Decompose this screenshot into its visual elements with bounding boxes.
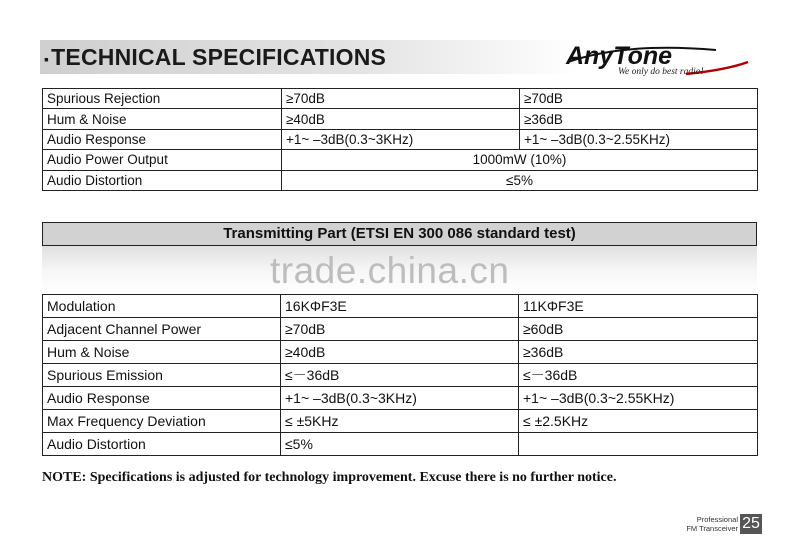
spec-label: Adjacent Channel Power (43, 318, 281, 341)
table-row (43, 170, 758, 190)
table-row (43, 341, 758, 364)
spec-value-wide: ≥70dB (282, 89, 520, 109)
spec-value-wide: 16KΦF3E (281, 295, 519, 318)
table-row (43, 295, 758, 318)
spec-label: Audio Distortion (43, 170, 282, 190)
spec-value-merged: 1000mW (10%) (282, 150, 758, 170)
logo-tagline: We only do best radio! (618, 67, 704, 77)
page-title (44, 44, 386, 71)
spec-value-wide: ≤5% (281, 433, 519, 456)
table-row (43, 109, 758, 129)
page-title-text: TECHNICAL SPECIFICATIONS (51, 44, 387, 70)
spec-label: Hum & Noise (43, 109, 282, 129)
footer-line-1: Professional (696, 515, 738, 524)
watermark: trade.china.cn (270, 250, 510, 291)
spec-label: Audio Response (43, 129, 282, 149)
spec-label: Spurious Rejection (43, 89, 282, 109)
note-text: NOTE: Specifications is adjusted for technology improvement. Excuse there is no further notice. (42, 470, 617, 485)
page-number: 25 (740, 514, 762, 534)
spec-value-narrow: +1~ –3dB(0.3~2.55KHz) (519, 387, 758, 410)
spec-value-narrow (519, 433, 758, 456)
spec-value-narrow: ≥60dB (519, 318, 758, 341)
table-row (43, 433, 758, 456)
transmitting-heading: Transmitting Part (ETSI EN 300 086 standard test) (42, 222, 757, 246)
receiving-spec-table (42, 88, 758, 191)
spec-label: Audio Distortion (43, 433, 281, 456)
table-row (43, 364, 758, 387)
footer-line-2: FM Transceiver (686, 524, 738, 533)
spec-value-merged: ≤5% (282, 170, 758, 190)
spec-value-narrow: ≥36dB (520, 109, 758, 129)
spec-value-wide: ≥70dB (281, 318, 519, 341)
spec-value-wide: ≥40dB (281, 341, 519, 364)
table-row (43, 410, 758, 433)
spec-value-wide: +1~ –3dB(0.3~3KHz) (282, 129, 520, 149)
spec-value-narrow: +1~ –3dB(0.3~2.55KHz) (520, 129, 758, 149)
bullet-icon: ▪ (44, 50, 50, 67)
spec-label: Spurious Emission (43, 364, 281, 387)
spec-label: Hum & Noise (43, 341, 281, 364)
spec-value-narrow: ≤－36dB (519, 364, 758, 387)
transmitting-spec-table (42, 294, 758, 456)
spec-value-narrow: ≥36dB (519, 341, 758, 364)
table-row (43, 129, 758, 149)
spec-value-narrow: ≥70dB (520, 89, 758, 109)
brand-logo (566, 40, 756, 80)
footer-label (686, 515, 738, 533)
spec-value-wide: ≥40dB (282, 109, 520, 129)
spec-label: Modulation (43, 295, 281, 318)
table-row (43, 318, 758, 341)
spec-value-narrow: ≤ ±2.5KHz (519, 410, 758, 433)
table-row (43, 89, 758, 109)
table-row (43, 150, 758, 170)
spec-value-narrow: 11KΦF3E (519, 295, 758, 318)
table-row (43, 387, 758, 410)
spec-label: Audio Response (43, 387, 281, 410)
spec-label: Max Frequency Deviation (43, 410, 281, 433)
spec-label: Audio Power Output (43, 150, 282, 170)
spec-value-wide: +1~ –3dB(0.3~3KHz) (281, 387, 519, 410)
spec-value-wide: ≤－36dB (281, 364, 519, 387)
logo-text: AnyTone (566, 42, 673, 70)
spec-value-wide: ≤ ±5KHz (281, 410, 519, 433)
